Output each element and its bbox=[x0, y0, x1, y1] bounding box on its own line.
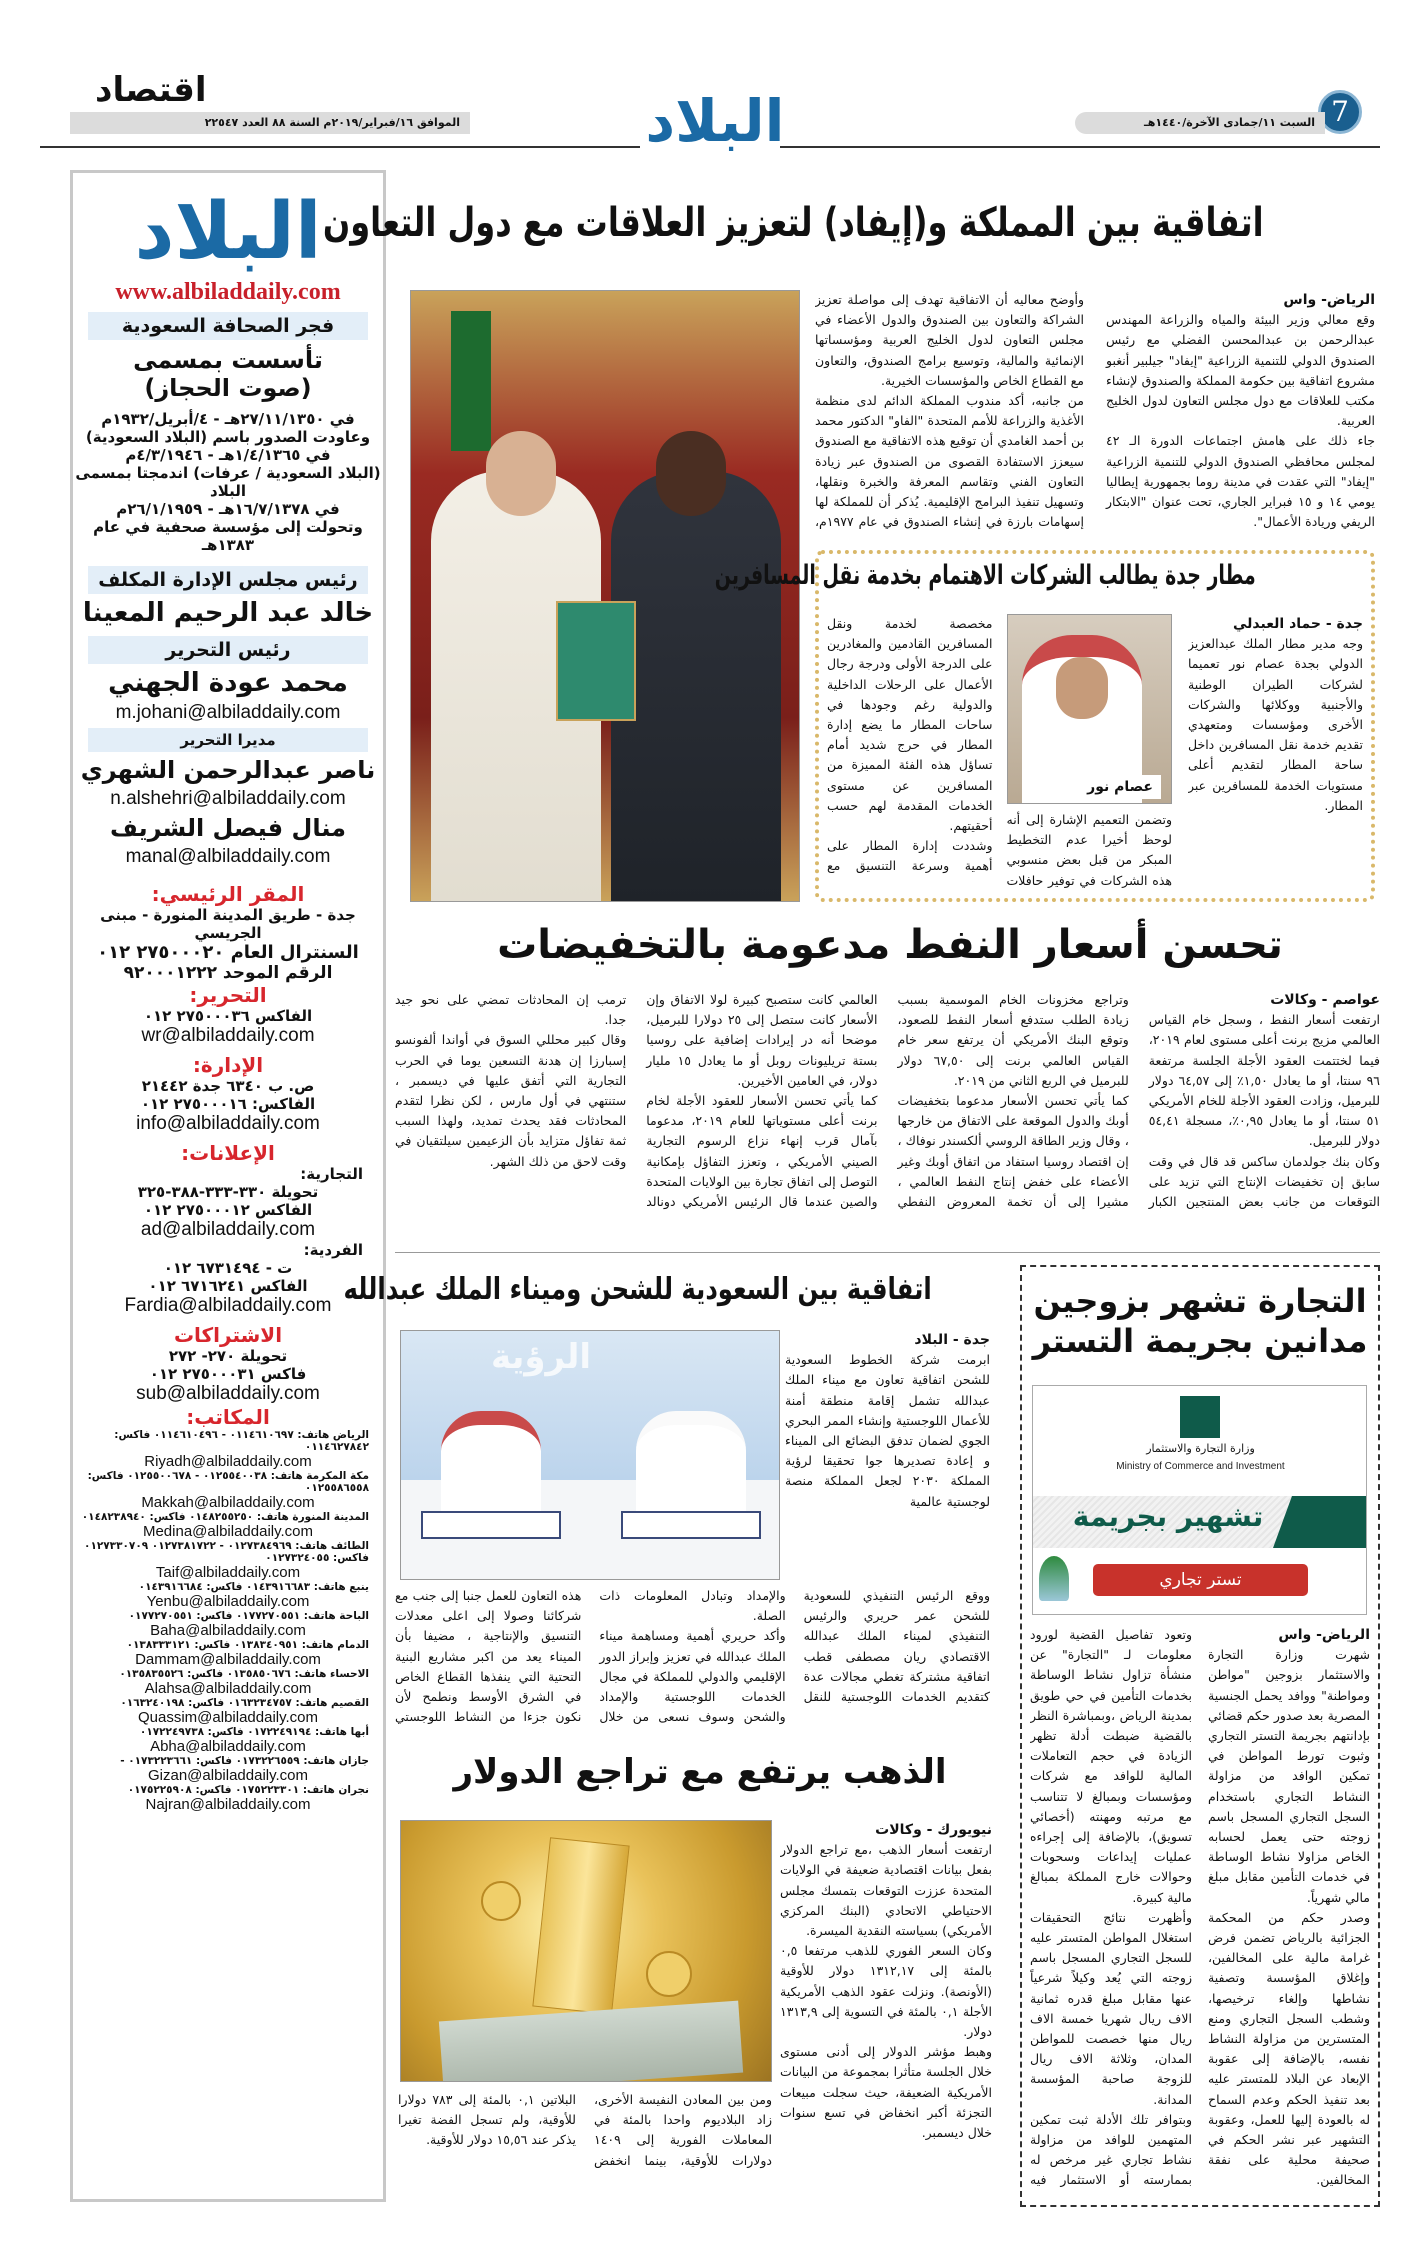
photo-caption: عصام نور bbox=[1079, 775, 1161, 799]
gold-bar bbox=[532, 1837, 629, 2014]
ministry-emblem-icon bbox=[1180, 1396, 1220, 1438]
airport-dateline: جدة - حماد العبدلي bbox=[1233, 616, 1363, 632]
paragraph: ارتفعت أسعار النفط ، وسجل خام القياس العالمي مزيج برنت أعلى مستوى لعام ٢٠١٩، فيما لختتمت العقود الأجلة الجلسة مرتفعة ٩٦ سنتا، أو ما يعادل ١,٥٠٪ إلى ٦٤,٥٧ دولار للبرميل، وزادت العقود الأجلة للخام الأمريكي ٥١ سنتا، أو ما يعادل ٠,٩٥٪، مسجلة ٥٤,٤١ دولار للبرميل. bbox=[1148, 1012, 1380, 1149]
history-line: (البلاد السعودية / عرفات) اندمجتا بمسمى البلاد bbox=[75, 464, 381, 500]
office-contact: الدمام هاتف: ٠١٣٨٣٤٠٩٥١ فاكس: ٠١٣٨٣٣٣١٢١ bbox=[126, 1639, 369, 1651]
person-right-face bbox=[656, 431, 726, 516]
gold-dateline: نيويورك - وكالات bbox=[875, 1822, 992, 1838]
sidebar-imprint bbox=[70, 170, 386, 2202]
ads-commercial-ext: تحويلة ٣٣٠-٣٣٣-٣٨٨-٣٢٥ bbox=[137, 1183, 319, 1201]
managing-editor-email[interactable]: manal@albiladdaily.com bbox=[125, 846, 331, 867]
ads-individual-tel: ت - ٦٧٣١٤٩٤ ٠١٢ bbox=[163, 1259, 293, 1277]
tasattur-box bbox=[1020, 1265, 1380, 2207]
airport-body-right bbox=[1188, 614, 1363, 896]
tasattur-headline-1-wrap bbox=[1022, 1281, 1378, 1321]
ad-label-button: تستر تجاري bbox=[1093, 1564, 1308, 1596]
subs-ext: تحويلة ٢٧٠- ٢٧٢ bbox=[168, 1347, 288, 1365]
office-contact: أبها هاتف: ٠١٧٢٢٤٩١٩٤ فاكس: ٠١٧٢٢٤٩٧٣٨ bbox=[139, 1726, 369, 1738]
shipping-signing-photo bbox=[400, 1330, 780, 1580]
gold-coin bbox=[481, 1881, 521, 1921]
tasattur-dateline: الرياض- واس bbox=[1278, 1627, 1370, 1643]
oil-headline: تحسن أسعار النفط مدعومة بالتخفيضات bbox=[497, 922, 1283, 968]
office-contact: المدينة المنورة هاتف: ٠١٤٨٢٥٥٢٥٠ فاكس: ٠١٤٨٢٣٨٩٤٠ bbox=[81, 1511, 369, 1523]
editorial-email[interactable]: wr@albiladdaily.com bbox=[141, 1025, 315, 1046]
website-link[interactable]: www.albiladdaily.com bbox=[115, 279, 341, 305]
office-contact: القصيم هاتف: ٠١٦٣٢٣٤٧٥٧ فاكس: ٠١٦٣٢٤٠١٩٨ bbox=[120, 1697, 369, 1709]
tasattur-body bbox=[1030, 1625, 1370, 2200]
oil-body bbox=[395, 990, 1380, 1240]
ifad-headline: اتفاقية بين المملكة و(إيفاد) لتعزيز العلاقات مع دول التعاون bbox=[322, 200, 1264, 246]
admin-fax: الفاكس: ٢٧٥٠٠٠١٦ ٠١٢ bbox=[140, 1095, 316, 1113]
shipping-body-lead bbox=[785, 1330, 990, 1585]
office-email[interactable]: Gizan@albiladdaily.com bbox=[147, 1767, 309, 1784]
managing-editor-name: منال فيصل الشريف bbox=[110, 814, 346, 842]
paragraph: وجه مدير مطار الملك عبدالعزيز الدولي بجدة عصام نور تعميما لشركات الطيران الوطنية والأجنبية ووكلائها والشركات الأخرى ومؤسسات ومتعهدي تقديم خدمة نقل المسافرين داخل ساحة المطار لتقديم أعلى مستويات الخدمة للمسافرين عبر المطار. bbox=[1188, 636, 1363, 813]
history-line: وتحولت إلى مؤسسة صحفية في عام ١٣٨٣هـ bbox=[93, 518, 363, 554]
ifad-body bbox=[815, 290, 1375, 548]
airport-headline: مطار جدة يطالب الشركات الاهتمام بخدمة نقل المسافرين bbox=[715, 560, 1257, 591]
header-divider-left bbox=[40, 146, 640, 148]
person-face bbox=[1056, 657, 1108, 719]
paragraph: وشددت إدارة المطار على أهمية وسرعة التنسيق مع bbox=[827, 838, 993, 874]
person-right bbox=[636, 1411, 746, 1521]
masthead-logo: البلاد bbox=[645, 87, 785, 155]
admin-email[interactable]: info@albiladdaily.com bbox=[136, 1113, 320, 1134]
ads-commercial-email[interactable]: ad@albiladdaily.com bbox=[140, 1219, 316, 1240]
office-contact: جازان هاتف: ٠١٧٣٢٢٦٥٥٩ فاكس: ٠١٧٣٢٢٣٦٦١ - bbox=[120, 1755, 369, 1767]
ministry-ad-image bbox=[1032, 1385, 1367, 1615]
hq-address: جدة - طريق المدينة المنورة - مبنى الجريسي bbox=[100, 906, 356, 942]
paragraph: وصدر حكم من المحكمة الجزائية بالرياض تضمن فرض غرامة مالية على المخالفين، وإغلاق المؤسسة وتصفية نشاطها وإلغاء ترخيصها، وشطب السجل التجاري ومنع المتسترين من مزاولة النشاط نفسه، بالإضافة إلى عقوبة الإبعاد عن البلاد للمتستر عليه بعد تنفيذ الحكم وعدم السماح له بالعودة إليها للعمل، وعقوبة التشهير عبر نشر الحكم في صحيفة محلية على نفقة المخالفين. bbox=[1208, 1909, 1370, 2188]
office-email[interactable]: Yenbu@albiladdaily.com bbox=[146, 1593, 310, 1610]
office-contact: ينبع هاتف: ٠١٤٣٩١٦٦٨٣ فاكس: ٠١٤٣٩١٦٦٨٤ bbox=[138, 1581, 369, 1593]
editor-label: رئيس التحرير bbox=[88, 636, 368, 664]
tasattur-headline-2-wrap bbox=[1022, 1321, 1378, 1361]
oil-headline-wrap bbox=[400, 922, 1380, 968]
hijri-date: السبت ١١/جمادى الآخرة/١٤٤٠هـ bbox=[1075, 112, 1325, 134]
history-line: في ١٦/٧/١٣٧٨هـ - ٢٦/١/١٩٥٩م bbox=[116, 500, 340, 518]
gold-bars-photo bbox=[400, 1820, 772, 2082]
oil-dateline: عواصم - وكالات bbox=[1270, 992, 1380, 1008]
person-left bbox=[441, 1411, 541, 1521]
office-email[interactable]: Najran@albiladdaily.com bbox=[145, 1796, 311, 1813]
ministry-name-en: Ministry of Commerce and Investment bbox=[1116, 1461, 1285, 1472]
person-right bbox=[611, 471, 781, 901]
ads-label: الإعلانات: bbox=[181, 1141, 275, 1165]
office-email[interactable]: Medina@albiladdaily.com bbox=[142, 1523, 314, 1540]
office-email[interactable]: Riyadh@albiladdaily.com bbox=[144, 1453, 312, 1470]
paragraph: وقع معالي وزير البيئة والمياه والزراعة المهندس عبدالرحمن بن عبدالمحسن الفضلي مع رئيس الصندوق الدولي للتنمية الزراعية "إيفاد" جيلبير أنغبو مشروع اتفاقية بين حكومة المملكة والصندوق لإنشاء مكتب للعلاقات مع دول مجلس التعاون لدول الخليج العربية. bbox=[1106, 312, 1375, 429]
paragraph: وكان السعر الفوري للذهب مرتفعا ٠,٥ بالمئة إلى ١٣١٢,١٧ دولار للأوقية (الأونصة). ونزلت عقود الذهب الأمريكية الأجلة ٠,١ بالمئة في التسوية إلى ١٣١٣,٩ دولار. bbox=[780, 1943, 992, 2040]
gold-headline-wrap bbox=[400, 1752, 1000, 1792]
paragraph: من جانبه، أكد مندوب المملكة الدائم لدى منظمة الأغذية والزراعة للأمم المتحدة "الفاو" الدكتور محمد بن أحمد الغامدي أن توقيع هذه الاتفاقية مع الصندوق سيعزز الاستفادة القصوى من الصندوق عبر زيادة التعاون الفني وتقاسم المعرفة والخبرة ونقلها، وتسهيل تنفيذ البرامج الإقليمية. يُذكر أن للمملكة لها إسهامات بارزة في إنشاء الصندوق في عام ١٩٧٧م، bbox=[815, 393, 1084, 530]
sidebar-logo: البلاد bbox=[134, 187, 322, 277]
office-contact: الاحساء هاتف: ٠١٣٥٨٥٠٦٧٦ فاكس: ٠١٣٥٨٣٥٥٢٦ bbox=[119, 1668, 369, 1680]
paragraph: وكان بنك جولدمان ساكس قد قال في وقت سابق إن تخفيضات الإنتاج التي تزيد على التوقعات من جانب بعض المنتجين الكبار وتراجع مخزونات الخام الموسمية بسبب زيادة الطلب ستدفع أسعار النفط للصعود، وتوقع البنك الأمريكي أن يرتفع سعر خام القياس العالمي برنت إلى ٦٧,٥٠ دولار للبرميل في الربع الثاني من ٢٠١٩. bbox=[897, 992, 1380, 1210]
person-left-face bbox=[486, 431, 556, 516]
gold-headline: الذهب يرتفع مع تراجع الدولار bbox=[453, 1752, 947, 1792]
ads-individual-label: الفردية: bbox=[303, 1241, 363, 1259]
editorial-label: التحرير: bbox=[189, 983, 267, 1007]
hq-label: المقر الرئيسي: bbox=[151, 882, 305, 906]
gold-body-lead bbox=[780, 1820, 992, 2200]
airport-body bbox=[827, 614, 1172, 896]
admin-pobox: ص. ب ٦٣٤٠ جدة ٢١٤٤٢ bbox=[141, 1077, 315, 1095]
admin-label: الإدارة: bbox=[192, 1053, 264, 1077]
shipping-dateline: جدة - البلاد bbox=[914, 1332, 990, 1348]
offices-label: المكاتب: bbox=[186, 1405, 270, 1429]
founded-title: تأسست بمسمى bbox=[133, 346, 323, 374]
office-contact: الطائف هاتف: ٠١٢٧٣٨٤٩٦٩ - ٠١٢٧٣٨١٧٢٢ ٠١٢٧٣٣٠٧٠٩ فاكس: ٠١٢٧٣٢٤٠٥٥ bbox=[84, 1540, 369, 1564]
office-contact: نجران هاتف: ٠١٧٥٢٢٣٣٠١ فاكس: ٠١٧٥٢٢٥٩٠٨ bbox=[127, 1784, 369, 1796]
subs-fax: فاكس ٢٧٥٠٠٠٣١ ٠١٢ bbox=[149, 1365, 307, 1383]
office-contact: مكة المكرمة هاتف: ٠١٢٥٥٤٠٠٣٨ - ٠١٢٥٥٠٠٦٧٨ فاكس: ٠١٢٥٥٨٦٥٥٨ bbox=[87, 1470, 369, 1494]
paragraph: وبتوافر تلك الأدلة ثبت تمكين المتهمين للوافد من مزاولة نشاط تجاري غير مرخص له بممارسته أو الاستثمار فيه bbox=[1030, 2111, 1192, 2188]
ads-individual-fax: الفاكس ٦٧١٦٢٤١ ٠١٢ bbox=[148, 1277, 308, 1295]
office-contact: الباحة هاتف: ٠١٧٧٢٧٠٥٥١ فاكس: ٠١٧٧٢٧٠٥٥١ bbox=[128, 1610, 369, 1622]
saudi-flag bbox=[451, 311, 491, 451]
shipping-headline: اتفاقية بين السعودية للشحن وميناء الملك عبدالله bbox=[343, 1272, 932, 1307]
airport-headline-wrap bbox=[715, 560, 1371, 591]
ifad-signing-photo bbox=[410, 290, 800, 902]
chairman-name: خالد عبد الرحيم المعينا bbox=[82, 598, 374, 628]
editor-name: محمد عودة الجهني bbox=[108, 668, 348, 698]
history-line: في ١/٤/١٣٦٥هـ - ٤/٣/١٩٤٦م bbox=[125, 446, 331, 464]
paragraph: وأكد حريري أهمية ومساهمة ميناء الملك عبدالله في تعزيز وإبراز الدور الإقليمي والدولي للمملكة في مجال الخدمات اللوجستية والإمداد والشحن وسوف نسعى من خلال هذه التعاون للعمل جنبا إلى جنب مع شركائنا وصولا إلى اعلى معدلات التنسيق والإنتاجية ، مضيفا بأن الميناء يعد من اكبر مشاريع البنية التحتية التي ينفذها القطاع الخاص في الشرق الأوسط ونطمح لأن نكون جزءا من النشاط اللوجستي bbox=[395, 1588, 786, 1725]
tasattur-headline-1: التجارة تشهر بزوجين bbox=[1033, 1282, 1367, 1320]
photo-banner-text: الرؤية bbox=[491, 1337, 592, 1377]
paragraph: وتضمن التعميم الإشارة إلى أنه لوحظ أخيرا عدم التخطيط المبكر من قبل بعض منسوبي هذه الشركات في توفير حافلات مخصصة لخدمة ونقل المسافرين القادمين والمغادرين على الدرجة الأولى ودرجة رجال الأعمال على الرحلات الداخلية والدولية رغم وجودها في ساحات المطار ما يضع إدارة المطار في حرج شديد أمام تساؤل هذه الفئة المميزة من المسافرين عن مستوى الخدمات المقدمة لهم حسب أحقيتهم. bbox=[827, 616, 1172, 888]
paragraph: ومن بين المعادن النفيسة الأخرى، زاد البلاديوم واحدا بالمئة في المعاملات الفورية إلى ١٤٠٩ دولارات للأوقية، بينما انخفض البلاتين ٠,١ بالمئة إلى ٧٨٣ دولارا للأوقية، ولم تسجل الفضة تغيرا يذكر عند ١٥,٥٦ دولار للأوقية. bbox=[398, 2092, 772, 2168]
office-email[interactable]: Taif@albiladdaily.com bbox=[155, 1564, 301, 1581]
office-email[interactable]: Makkah@albiladdaily.com bbox=[141, 1494, 315, 1511]
header-divider-right bbox=[780, 146, 1380, 148]
palm-logo-icon bbox=[1039, 1556, 1069, 1601]
paragraph: وأوضح معاليه أن الاتفاقية تهدف إلى مواصلة تعزيز الشراكة والتعاون بين الصندوق والدول الأعضاء في مجلس التعاون لدول الخليج العربية ومؤسساتها الإنمائية والمالية، وتوسيع برامج الصندوق، والتعاون مع القطاع الخاص والمؤسسات الخيرية. bbox=[815, 292, 1084, 388]
issue-info: الموافق ١٦/فبراير/٢٠١٩م السنة ٨٨ العدد ٢٢٥٤٧ bbox=[70, 112, 470, 134]
editor-email[interactable]: m.johani@albiladdaily.com bbox=[115, 702, 341, 723]
divider bbox=[395, 1252, 1380, 1253]
paragraph: شهرت وزارة التجارة والاستثمار بزوجين "مواطن ومواطنة" ووافد يحمل الجنسية المصرية بعد صدور حكم قضائي بإدانتهم بجريمة التستر التجاري وثبوت تورط المواطن في تمكين الوافد من مزاولة النشاط التجاري باستخدام السجل التجاري المسجل باسم زوجته حتى يعمل لحسابه الخاص مزاولا نشاط الوساطة في خدمات التأمين مقابل مبلغ مالي شهرياً. bbox=[1208, 1647, 1370, 1905]
gold-coin bbox=[646, 1951, 692, 1997]
paragraph: وأظهرت نتائج التحقيقات استغلال المواطن المتستر عليه للسجل التجاري المسجل باسم زوجته التي يُعد وكيلاً شرعياً عنها مقابل مبلغ قدره ثمانية الاف ريال شهريا خمسة الاف ريال منها خصصت للمواطن المدان، وثلاثة الاف ريال للزوجة صاحبة المؤسسة المدانة. bbox=[1030, 1909, 1192, 2107]
paragraph: جاء ذلك على هامش اجتماعات الدورة الـ ٤٢ لمجلس محافظي الصندوق الدولي للتنمية الزراعية "إيفاد" التي عقدت في مدينة روما بجمهورية إيطاليا يومي ١٤ و ١٥ فبراير الجاري، تحت عنوان "الابتكار الريفي وريادة الأعمال". bbox=[1106, 433, 1375, 530]
shipping-body bbox=[395, 1586, 990, 1746]
document-right bbox=[621, 1511, 761, 1539]
hq-switchboard: السنترال العام ٢٧٥٠٠٠٢٠ ٠١٢ bbox=[97, 942, 359, 963]
tasattur-headline-2: مدانين بجريمة التستر bbox=[1032, 1322, 1368, 1360]
office-email[interactable]: Abha@albiladdaily.com bbox=[150, 1738, 306, 1755]
airport-director-photo bbox=[1007, 614, 1173, 804]
paragraph: كما يأتي تحسن الأسعار مدعوما بتخفيضات أوبك والدول الموقعة على الاتفاق من خارجها ، وقال وزير الطاقة الروسي ألكسندر نوفاك ، إن اقتصاد روسيا استفاد من اتفاق أوبك وغير الأعضاء على خفض إنتاج النفط العالمي ، مشيرا إلى أن تخمة المعروض النفطي العالمي كانت ستصبح كبيرة لولا الاتفاق وإن الأسعار كانت ستصل إلى ٢٥ دولارا للبرميل، موضحا أنه در إيرادات إضافية على روسيا بستة تريليونات روبل أو ما يعادل ١٥ مليار دولار، في العامين الأخيرين. bbox=[646, 992, 1129, 1210]
offices-list bbox=[73, 1429, 383, 1813]
ad-title: تشهير بجريمة bbox=[1072, 1500, 1264, 1533]
managing-editor-email[interactable]: n.alshehri@albiladdaily.com bbox=[110, 788, 346, 809]
office-email[interactable]: Alahsa@albiladdaily.com bbox=[144, 1680, 312, 1697]
subs-label: الاشتراكات bbox=[173, 1323, 283, 1347]
office-contact: الرياض هاتف: ٠١١٤٦١٠٦٩٧ - ٠١١٤٦١٠٤٩٦ فاكس: ٠١١٤٦٢٧٨٤٢ bbox=[114, 1429, 369, 1453]
office-email[interactable]: Quassim@albiladdaily.com bbox=[137, 1709, 318, 1726]
ifad-headline-wrap bbox=[322, 200, 1380, 246]
managing-label: مديرا التحرير bbox=[88, 728, 368, 752]
shipping-headline-wrap bbox=[343, 1272, 1000, 1307]
ifad-dateline: الرياض- واس bbox=[1283, 292, 1375, 308]
agreement-folder bbox=[556, 601, 636, 721]
page-number: 7 bbox=[1318, 90, 1362, 134]
gold-body bbox=[398, 2090, 772, 2200]
ads-commercial-label: التجارية: bbox=[300, 1165, 363, 1183]
editorial-fax: الفاكس ٢٧٥٠٠٠٣٦ ٠١٢ bbox=[143, 1007, 313, 1025]
founded-band: فجر الصحافة السعودية bbox=[88, 312, 368, 340]
ministry-name-ar: وزارة التجارة والاستثمار bbox=[1146, 1442, 1255, 1455]
dollar-bill bbox=[439, 2001, 743, 2082]
section-title: اقتصاد bbox=[95, 70, 207, 110]
history-line: وعاودت الصدور باسم (البلاد السعودية) bbox=[85, 428, 371, 446]
office-email[interactable]: Dammam@albiladdaily.com bbox=[135, 1651, 321, 1668]
ads-commercial-fax: الفاكس ٢٧٥٠٠٠١٢ ٠١٢ bbox=[143, 1201, 313, 1219]
paragraph: ابرمت شركة الخطوط السعودية للشحن اتفاقية تعاون مع ميناء الملك عبدالله تشمل إقامة منطقة أمنة للأعمال اللوجستية وإنشاء الممر البحري الجوي لضمان تدفق البضائع الى الميناء و إعادة تصديرها جوا تحقيقا لرؤية المملكة ٢٠٣٠ لجعل المملكة منصة لوجستية عالمية bbox=[785, 1352, 990, 1509]
ads-individual-email[interactable]: Fardia@albiladdaily.com bbox=[124, 1295, 332, 1316]
founded-name: (صوت الحجاز) bbox=[144, 374, 312, 402]
paragraph: ارتفعت أسعار الذهب ،مع تراجع الدولار بفعل بيانات اقتصادية ضعيفة في الولايات المتحدة عززت التوقعات بتمسك مجلس الاحتياطي الاتحادي (البنك المركزي الأمريكي) بسياسته النقدية الميسرة. bbox=[780, 1842, 992, 1939]
paragraph: كما يأتي تحسن الأسعار للعقود الأجلة لخام برنت أعلى مستوياتها للعام ٢٠١٩، مدعوما بآمال قرب إنهاء نزاع الرسوم التجارية الصيني الأمريكي ، وتعزز التفاؤل بإمكانية التوصل إلى اتفاق تجارة بين الولايات المتحدة والصين عندما قال الرئيس الأمريكي دونالد ترمب إن المحادثات تمضي على نحو جيد جدا. bbox=[395, 992, 878, 1210]
airport-box bbox=[715, 550, 1375, 902]
paragraph: وهبط مؤشر الدولار إلى أدنى مستوى خلال الجلسة متأثرا بمجموعة من البيانات الأمريكية الضعيفة، حيث سجلت مبيعات التجزئة أكبر انخفاض في تسع سنوات خلال ديسمبر. bbox=[780, 2044, 992, 2141]
hq-unified-number: الرقم الموحد ٩٢٠٠٠١٢٢٢ bbox=[123, 963, 333, 983]
subs-email[interactable]: sub@albiladdaily.com bbox=[136, 1383, 320, 1404]
paragraph: وقال كبير محللي السوق في أواندا ألفونسو إسبارزا إن هدنة التسعين يوما في الحرب التجارية التي أتفق عليها في ديسمبر ، ستنتهي في أول مارس ، لكن نظرا لتقدم المحادثات فقد يحدث تمديد، ولهذا السبب ثمة تفاؤل متزايد بأن الزعيمين سيلتقيان في وقت لاحق من ذلك الشهر. bbox=[395, 1032, 627, 1169]
document-left bbox=[421, 1511, 561, 1539]
office-email[interactable]: Baha@albiladdaily.com bbox=[150, 1622, 306, 1639]
chairman-label: رئيس مجلس الإدارة المكلف bbox=[88, 566, 368, 594]
history-line: في ٢٧/١١/١٣٥٠هـ - ٤/أبريل/١٩٣٢م bbox=[101, 410, 355, 428]
paragraph: وتعود تفاصيل القضية لورود معلومات لـ "التجارة" عن منشأة تزاول نشاط الوساطة بخدمات التأمين في حي طويق بمدينة الرياض ،وبمباشرة النظر بالقضية ضبطت أدلة تظهر الزيادة في حجم التعاملات المالية للوافد مع شركات ومؤسسات وبمبالغ لا تتناسب مع مرتبه ومهنته (أخصائي تسويق)، بالإضافة إلى إجراءه عمليات إيداعات وسحوبات وحوالات خارج المملكة بمبالغ مالية كبيرة. bbox=[1030, 1627, 1192, 1905]
paragraph: ووقع الرئيس التنفيذي للسعودية للشحن عمر حريري والرئيس التنفيذي لميناء الملك عبدالله الاقتصادي ريان مصطفى قطب اتفاقية مشتركة تغطي مجالات عدة كتقديم الخدمات اللوجستية للنقل والإمداد وتبادل المعلومات ذات الصلة. bbox=[599, 1588, 990, 1705]
managing-editor-name: ناصر عبدالرحمن الشهري bbox=[80, 756, 376, 784]
